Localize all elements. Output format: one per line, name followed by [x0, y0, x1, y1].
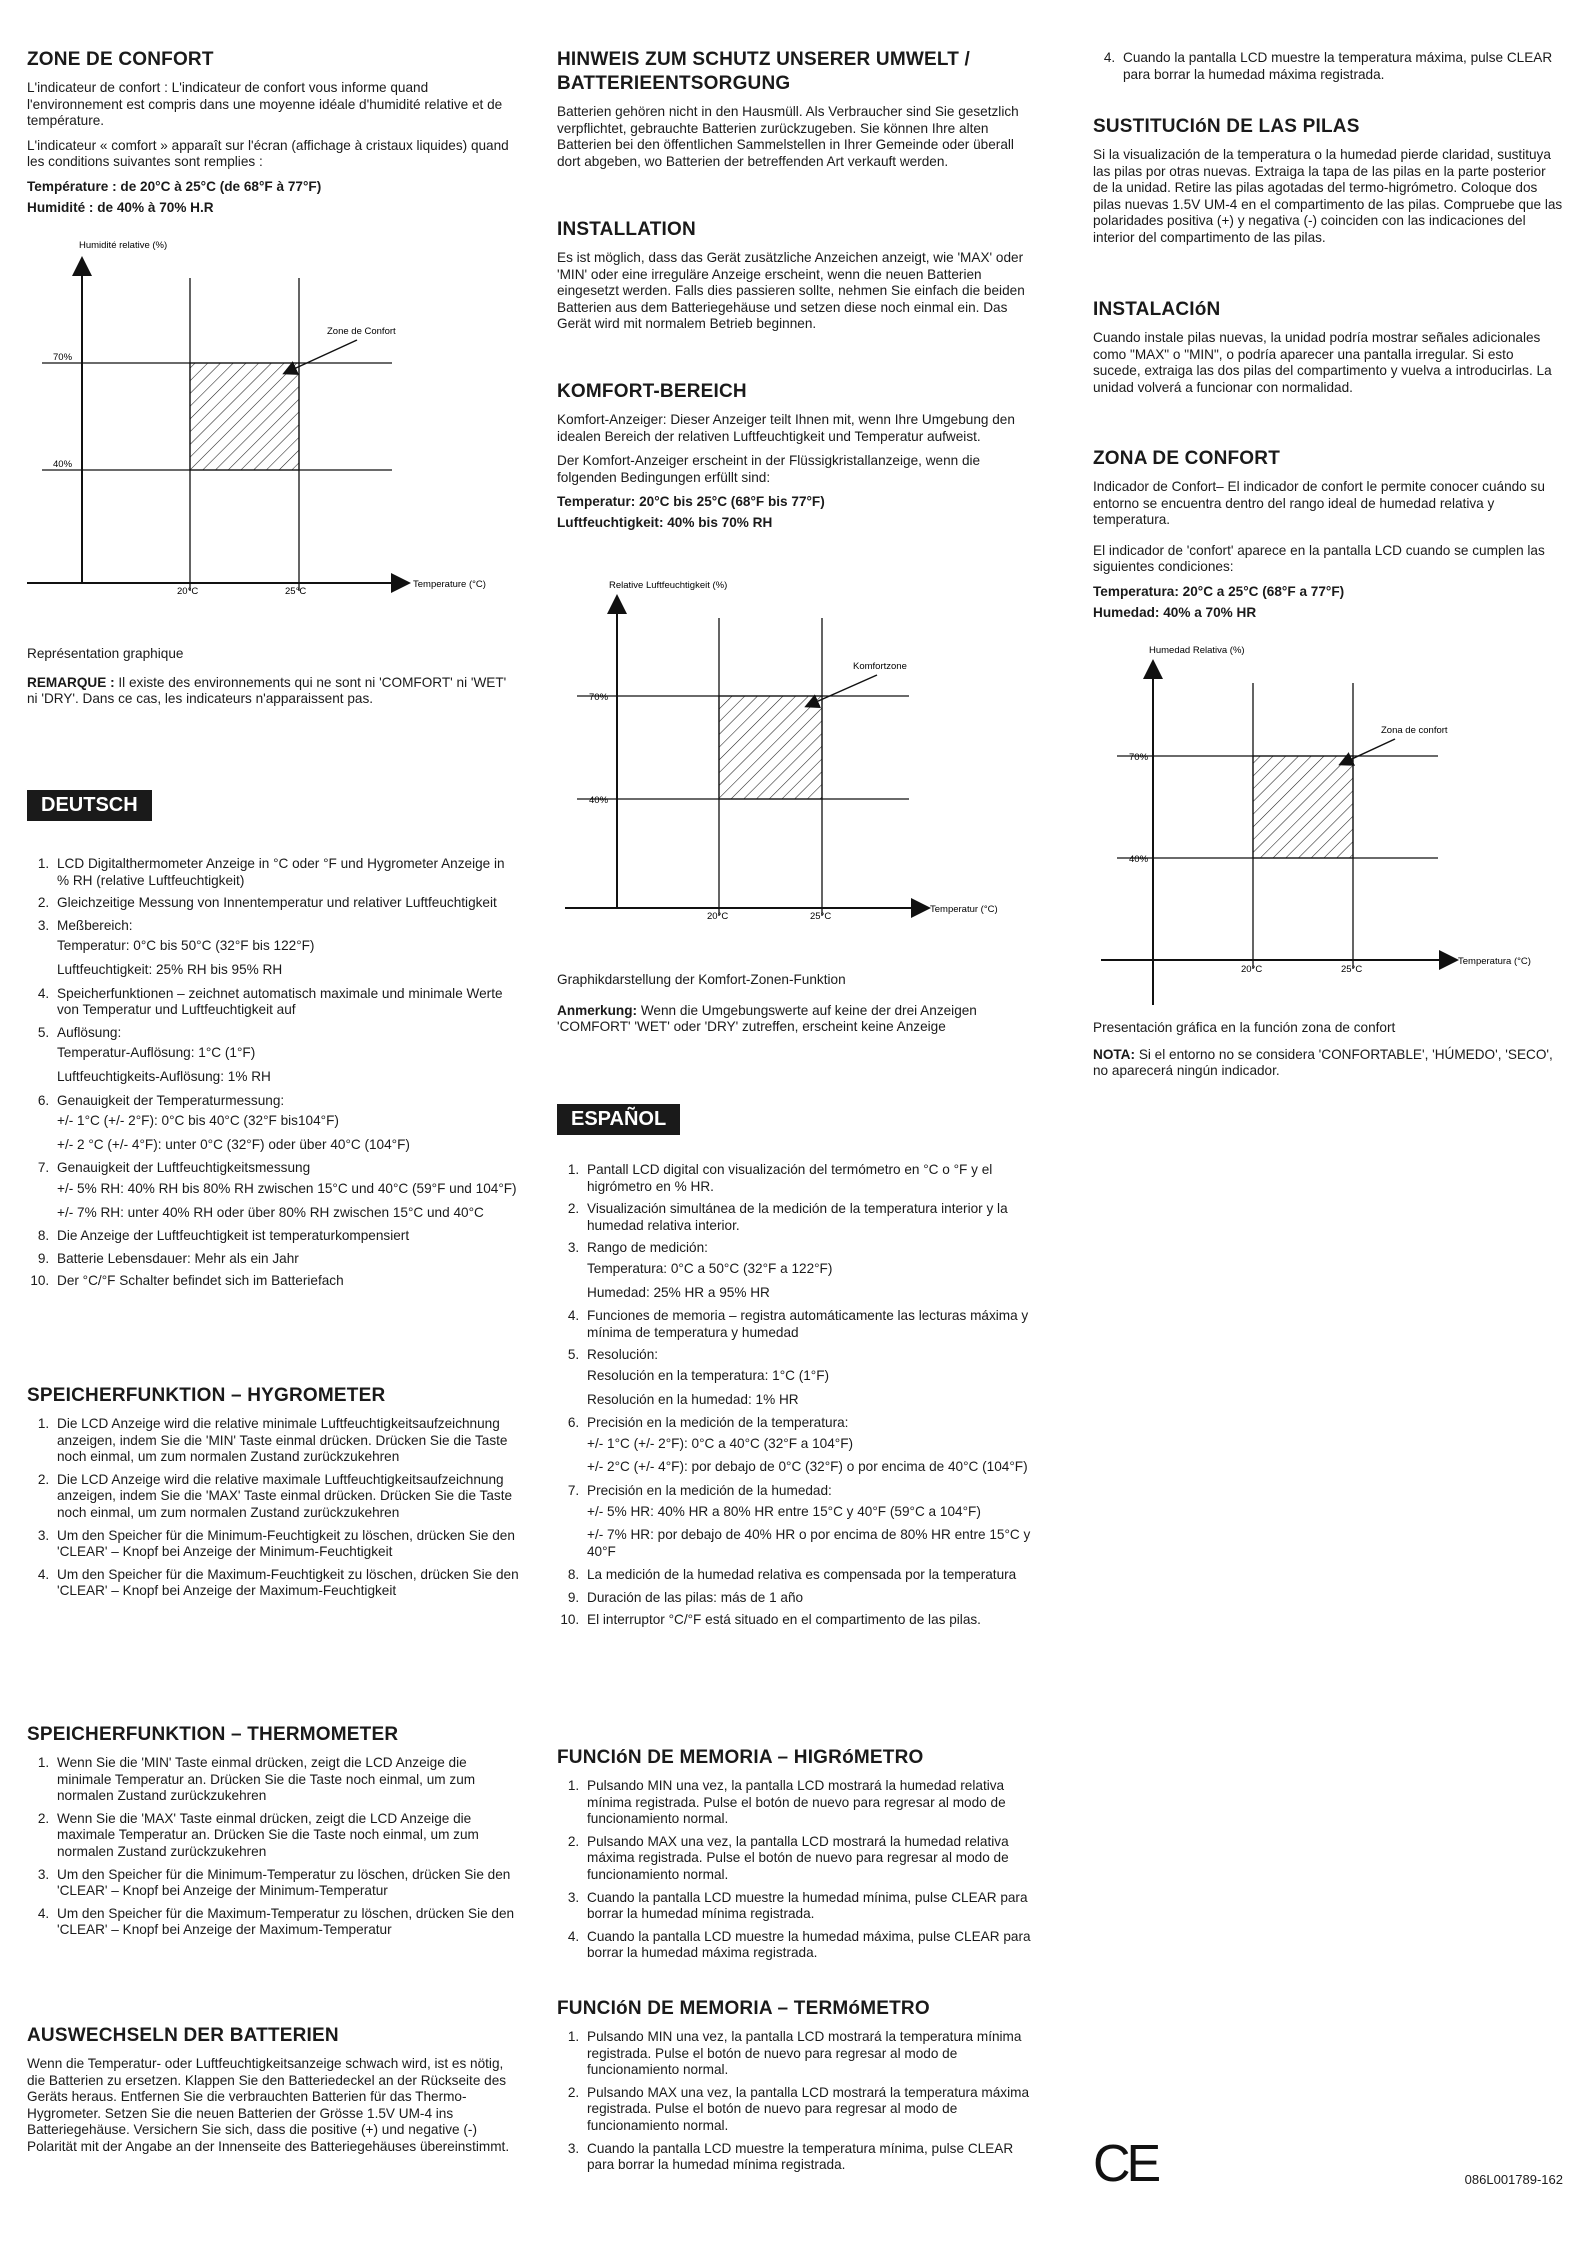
de-xlabel: Temperatur (°C)	[930, 904, 998, 915]
ce-mark-logo	[1093, 2136, 1163, 2192]
de-hygro-list	[27, 1416, 520, 1600]
de-env-title: HINWEIS ZUM SCHUTZ UNSERER UMWELT / BATTERIEENTSORGUNG	[557, 49, 971, 94]
list-item: 7. Genauigkeit der Luftfeuchtigkeitsmessung +/- 5% RH: 40% RH bis 80% RH zwischen 15°C und 40°C (59°F und 104°F) +/- 7% RH: unter 40% RH oder über 80% RH zwischen 15°C und 40°C	[53, 1160, 520, 1221]
list-item: 5. Resolución: Resolución en la temperatura: 1°C (1°F) Resolución en la humedad: 1% HR	[583, 1347, 1039, 1408]
es-caption: Presentación gráfica en la función zona de confort	[1093, 1020, 1396, 1035]
de-thermo-title: SPEICHERFUNKTION – THERMOMETER	[27, 1724, 399, 1745]
list-item: 2. Pulsando MAX una vez, la pantalla LCD mostrará la temperatura máxima registrada. Pulse el botón de nuevo para regresar al modo de funcionamiento normal.	[583, 2085, 1039, 2135]
list-item: 8. Die Anzeige der Luftfeuchtigkeit ist temperaturkompensiert	[53, 1228, 520, 1245]
fr-p1: L'indicateur de confort : L'indicateur de confort vous informe quand l'environnement est compris dans une moyenne idéale d'humidité relative et de température.	[27, 80, 503, 129]
de-hygro-title: SPEICHERFUNKTION – HYGROMETER	[27, 1385, 386, 1406]
fr-hum: Humidité : de 40% à 70% H.R	[27, 199, 214, 215]
list-item: 4. Um den Speicher für die Maximum-Feuchtigkeit zu löschen, drücken Sie den 'CLEAR' – Knopf bei Anzeige der Maximum-Feuchtigkeit	[53, 1567, 520, 1600]
es-note-label: NOTA:	[1093, 1046, 1136, 1062]
de-comfort-chart	[557, 578, 1039, 928]
fr-title: ZONE DE CONFORT	[27, 49, 214, 70]
list-item: 10. Der °C/°F Schalter befindet sich im Batteriefach	[53, 1273, 520, 1290]
list-item: 4. Funciones de memoria – registra automáticamente las lecturas máxima y mínima de temperatura y humedad	[583, 1308, 1039, 1341]
list-item: 7. Precisión en la medición de la humedad: +/- 5% HR: 40% HR a 80% HR entre 15°C y 40°F (59°C a 104°F) +/- 7% HR: por debajo de 40% HR o por encima de 80% HR entre 15°C y 40°F	[583, 1483, 1039, 1560]
es-note-text: Si el entorno no se considera 'CONFORTABLE', 'HÚMEDO', 'SECO', no aparecerá ningún indicador.	[1093, 1046, 1553, 1079]
list-item: 1. Wenn Sie die 'MIN' Taste einmal drücken, zeigt die LCD Anzeige die minimale Temperatur an. Drücken Sie die Taste noch einmal, um zum normalen Zustand zurückzukehren	[53, 1755, 520, 1805]
es-zone-label: Zona de confort	[1381, 725, 1448, 736]
list-item: 5. Auflösung: Temperatur-Auflösung: 1°C (1°F) Luftfeuchtigkeits-Auflösung: 1% RH	[53, 1025, 520, 1086]
de-temp: Temperatur: 20°C bis 25°C (68°F bis 77°F)	[557, 494, 825, 510]
list-item: 4. Speicherfunktionen – zeichnet automatisch maximale und minimale Werte von Temperatur und Luftfeuchtigkeit auf	[53, 986, 520, 1019]
es-thermo-list	[557, 2029, 1039, 2174]
de-thermo-list	[27, 1755, 520, 1939]
de-inst-text: Es ist möglich, dass das Gerät zusätzliche Anzeichen anzeigt, wie 'MAX' oder 'MIN' oder eine irreguläre Anzeige erscheint, wenn die neuen Batterien eingesetzt werden. Falls dies passieren sollte, nehmen Sie einfach die beiden Batterien aus dem Batteriegehäuse und setzen diese noch einmal ein. Das Gerät wird mit normalem Betrieb beginnen.	[557, 250, 1025, 332]
list-item: 3. Cuando la pantalla LCD muestre la temperatura mínima, pulse CLEAR para borrar la humedad mínima registrada.	[583, 2141, 1039, 2174]
de-batt-title: AUSWECHSELN DER BATTERIEN	[27, 2025, 339, 2046]
es-hum: Humedad: 40% a 70% HR	[1093, 604, 1257, 620]
de-zone-arrow	[807, 675, 877, 706]
de-badge: DEUTSCH	[27, 790, 152, 821]
es-x25: 25°C	[1341, 964, 1363, 975]
fr-remark-label: REMARQUE :	[27, 674, 115, 690]
list-item: 9. Duración de las pilas: más de 1 año	[583, 1590, 1039, 1607]
de-x25: 25°C	[810, 911, 832, 922]
de-y70: 70%	[589, 692, 609, 703]
es-zona-title: ZONA DE CONFORT	[1093, 448, 1281, 469]
list-item: 3. Rango de medición: Temperatura: 0°C a 50°C (32°F a 122°F) Humedad: 25% HR a 95% HR	[583, 1240, 1039, 1301]
es-zone-arrow	[1341, 739, 1395, 764]
de-note-text: Wenn die Umgebungswerte auf keine der drei Anzeigen 'COMFORT' 'WET' oder 'DRY' zutreffen, erscheint keine Anzeige	[557, 1002, 977, 1035]
list-item: 4. Cuando la pantalla LCD muestre la humedad máxima, pulse CLEAR para borrar la humedad máxima registrada.	[583, 1929, 1039, 1962]
es-thermo-title: FUNCIóN DE MEMORIA – TERMóMETRO	[557, 1998, 930, 2019]
de-note	[557, 1003, 1039, 1036]
list-item: 2. Gleichzeitige Messung von Innentemperatur und relativer Luftfeuchtigkeit	[53, 895, 520, 912]
fr-zone-arrow	[285, 340, 357, 373]
es-y40: 40%	[1129, 854, 1149, 865]
list-item: 1. Pantall LCD digital con visualización del termómetro en °C o °F y el higrómetro en % HR.	[583, 1162, 1039, 1195]
es-pilas-text: Si la visualización de la temperatura o la humedad pierde claridad, sustituya las pilas por otras nuevas. Extraiga la tapa de las pilas en la parte posterior de la unidad. Retire las pilas agotadas del termo-higrómetro. Coloque dos pilas nuevas 1.5V UM-4 en el compartimento de las pilas. Compruebe que las polaridades positiva (+) y negativa (-) coinciden con las indicaciones del interior del compartimento de las pilas.	[1093, 147, 1563, 245]
de-komf-title: KOMFORT-BEREICH	[557, 381, 747, 402]
list-item: 2. Die LCD Anzeige wird die relative maximale Luftfeuchtigkeitsaufzeichnung anzeigen, indem Sie die 'MAX' Taste einmal drücken. Drücken Sie die Taste noch einmal, um zum normalen Zustand zurückzukehren	[53, 1472, 520, 1522]
de-caption: Graphikdarstellung der Komfort-Zonen-Funktion	[557, 972, 846, 987]
es-zona-p2: El indicador de 'confort' aparece en la pantalla LCD cuando se cumplen las siguientes condiciones:	[1093, 542, 1545, 575]
fr-zone-label: Zone de Confort	[327, 326, 396, 337]
es-thermo-list-cont	[1093, 50, 1563, 83]
list-item: 1. Pulsando MIN una vez, la pantalla LCD mostrará la temperatura mínima registrada. Pulse el botón de nuevo para regresar al modo de funcionamiento normal.	[583, 2029, 1039, 2079]
list-item: 6. Precisión en la medición de la temperatura: +/- 1°C (+/- 2°F): 0°C a 40°C (32°F a 104°F) +/- 2°C (+/- 4°F): por debajo de 0°C (32°F) o por encima de 40°C (104°F)	[583, 1415, 1039, 1476]
es-comfort-chart	[1093, 643, 1563, 1013]
de-batt-text: Wenn die Temperatur- oder Luftfeuchtigkeitsanzeige schwach wird, ist es nötig, die Batterien zu ersetzen. Klappen Sie den Batteriedeckel an der Rückseite des Geräts heraus. Entfernen Sie die verbrauchten Batterien für das Thermo-Hygrometer. Setzen Sie die neuen Batterien der Grösse 1.5V UM-4 ins Batteriegehäuse. Versichern Sie sich, dass die positive (+) und negative (-) Polarität mit der Angabe an der Innenseite des Batteriegehäuses übereinstimmt.	[27, 2056, 510, 2154]
fr-remark	[27, 675, 520, 708]
fr-y40: 40%	[53, 459, 73, 470]
es-hygro-title: FUNCIóN DE MEMORIA – HIGRóMETRO	[557, 1747, 924, 1768]
de-inst-title: INSTALLATION	[557, 219, 696, 240]
es-badge: ESPAÑOL	[557, 1104, 680, 1135]
de-hum: Luftfeuchtigkeit: 40% bis 70% RH	[557, 514, 773, 530]
fr-comfort-zone	[190, 363, 299, 470]
product-code: 086L001789-162	[1464, 2172, 1563, 2187]
list-item: 2. Wenn Sie die 'MAX' Taste einmal drücken, zeigt die LCD Anzeige die maximale Temperatur an. Drücken Sie die Taste noch einmal, um zum normalen Zustand zurückzukehren	[53, 1811, 520, 1861]
list-item: 4. Cuando la pantalla LCD muestre la temperatura máxima, pulse CLEAR para borrar la humedad máxima registrada.	[1119, 50, 1563, 83]
es-pilas-title: SUSTITUCIóN DE LAS PILAS	[1093, 116, 1360, 137]
list-item: 6. Genauigkeit der Temperaturmessung: +/- 1°C (+/- 2°F): 0°C bis 40°C (32°F bis104°F) +/- 2 °C (+/- 4°F): unter 0°C (32°F) oder über 40°C (104°F)	[53, 1093, 520, 1154]
list-item: 3. Um den Speicher für die Minimum-Temperatur zu löschen, drücken Sie den 'CLEAR' – Knopf bei Anzeige der Minimum-Temperatur	[53, 1867, 520, 1900]
es-inst-title: INSTALACIóN	[1093, 299, 1221, 320]
de-zone-label: Komfortzone	[853, 661, 907, 672]
es-ylabel: Humedad Relativa (%)	[1149, 645, 1245, 656]
de-note-label: Anmerkung:	[557, 1002, 638, 1018]
fr-ylabel: Humidité relative (%)	[79, 240, 168, 251]
es-y70: 70%	[1129, 752, 1149, 763]
fr-caption: Représentation graphique	[27, 646, 184, 661]
list-item: 1. Die LCD Anzeige wird die relative minimale Luftfeuchtigkeitsaufzeichnung anzeigen, indem Sie die 'MIN' Taste einmal drücken. Drücken Sie die Taste noch einmal, um zum normalen Zustand zurückzukehren	[53, 1416, 520, 1466]
list-item: 1. Pulsando MIN una vez, la pantalla LCD mostrará la humedad relativa mínima registrada. Pulse el botón de nuevo para regresar al modo de funcionamiento normal.	[583, 1778, 1039, 1828]
list-item: 2. Pulsando MAX una vez, la pantalla LCD mostrará la humedad relativa máxima registrada. Pulse el botón de nuevo para regresar al modo de funcionamiento normal.	[583, 1834, 1039, 1884]
fr-remark-text: Il existe des environnements qui ne sont ni 'COMFORT' ni 'WET' ni 'DRY'. Dans ce cas, les indicateurs n'apparaissent pas.	[27, 674, 507, 707]
fr-p2: L'indicateur « comfort » apparaît sur l'écran (affichage à cristaux liquides) quand les conditions suivantes sont remplies :	[27, 137, 509, 170]
es-note	[1093, 1047, 1563, 1080]
list-item: 1. LCD Digitalthermometer Anzeige in °C oder °F und Hygrometer Anzeige in % RH (relative Luftfeuchtigkeit)	[53, 856, 520, 889]
fr-comfort-chart	[27, 238, 520, 598]
list-item: 3. Meßbereich: Temperatur: 0°C bis 50°C (32°F bis 122°F) Luftfeuchtigkeit: 25% RH bis 95% RH	[53, 918, 520, 979]
de-komf-p1: Komfort-Anzeiger: Dieser Anzeiger teilt Ihnen mit, wenn Ihre Umgebung den idealen Bereich der relativen Luftfeuchtigkeit und Temperatur aufweist.	[557, 412, 1015, 444]
es-comfort-zone	[1253, 756, 1353, 858]
es-temp: Temperatura: 20°C a 25°C (68°F a 77°F)	[1093, 583, 1345, 599]
list-item: 9. Batterie Lebensdauer: Mehr als ein Jahr	[53, 1251, 520, 1268]
ce-mark-text: CE	[1093, 2135, 1158, 2193]
fr-temp: Température : de 20°C à 25°C (de 68°F à 77°F)	[27, 178, 322, 194]
fr-x20: 20°C	[177, 586, 199, 597]
de-comfort-zone	[719, 696, 822, 799]
fr-x25: 25°C	[285, 586, 307, 597]
list-item: 2. Visualización simultánea de la medición de la temperatura interior y la humedad relativa interior.	[583, 1201, 1039, 1234]
list-item: 3. Um den Speicher für die Minimum-Feuchtigkeit zu löschen, drücken Sie den 'CLEAR' – Knopf bei Anzeige der Minimum-Feuchtigkeit	[53, 1528, 520, 1561]
fr-y70: 70%	[53, 352, 73, 363]
es-spec-list	[557, 1162, 1039, 1629]
es-x20: 20°C	[1241, 964, 1263, 975]
list-item: 10. El interruptor °C/°F está situado en el compartimento de las pilas.	[583, 1612, 1039, 1629]
de-spec-list	[27, 856, 520, 1290]
de-komf-p2: Der Komfort-Anzeiger erscheint in der Flüssigkristallanzeige, wenn die folgenden Bedingungen erfüllt sind:	[557, 453, 981, 485]
de-ylabel: Relative Luftfeuchtigkeit (%)	[609, 580, 728, 591]
fr-xlabel: Temperature (°C)	[413, 579, 486, 590]
de-env-text: Batterien gehören nicht in den Hausmüll. Als Verbraucher sind Sie gesetzlich verpflichtet, gebrauchte Batterien zurückzugeben. Sie können Ihre alten Batterien bei den öffentlichen Sammelstellen in Ihrer Gemeinde oder überall dort abgeben, wo Batterien der betreffenden Art verkauft werden.	[557, 104, 1019, 169]
de-y40: 40%	[589, 795, 609, 806]
es-zona-p1: Indicador de Confort– El indicador de confort le permite conocer cuándo su entorno se encuentra dentro del rango ideal de humedad relativa y temperatura.	[1093, 479, 1545, 528]
list-item: 3. Cuando la pantalla LCD muestre la humedad mínima, pulse CLEAR para borrar la humedad mínima registrada.	[583, 1890, 1039, 1923]
es-xlabel: Temperatura (°C)	[1458, 956, 1531, 967]
list-item: 8. La medición de la humedad relativa es compensada por la temperatura	[583, 1567, 1039, 1584]
es-inst-text: Cuando instale pilas nuevas, la unidad podría mostrar señales adicionales como "MAX" o "MIN", o podría aparecer una pantalla irregular. Si esto sucede, extraiga las dos pilas del compartimento y vuelva a introducirlas. La unidad volverá a funcionar con normalidad.	[1093, 330, 1552, 395]
list-item: 4. Um den Speicher für die Maximum-Temperatur zu löschen, drücken Sie den 'CLEAR' – Knopf bei Anzeige der Maximum-Temperatur	[53, 1906, 520, 1939]
es-hygro-list	[557, 1778, 1039, 1962]
de-x20: 20°C	[707, 911, 729, 922]
